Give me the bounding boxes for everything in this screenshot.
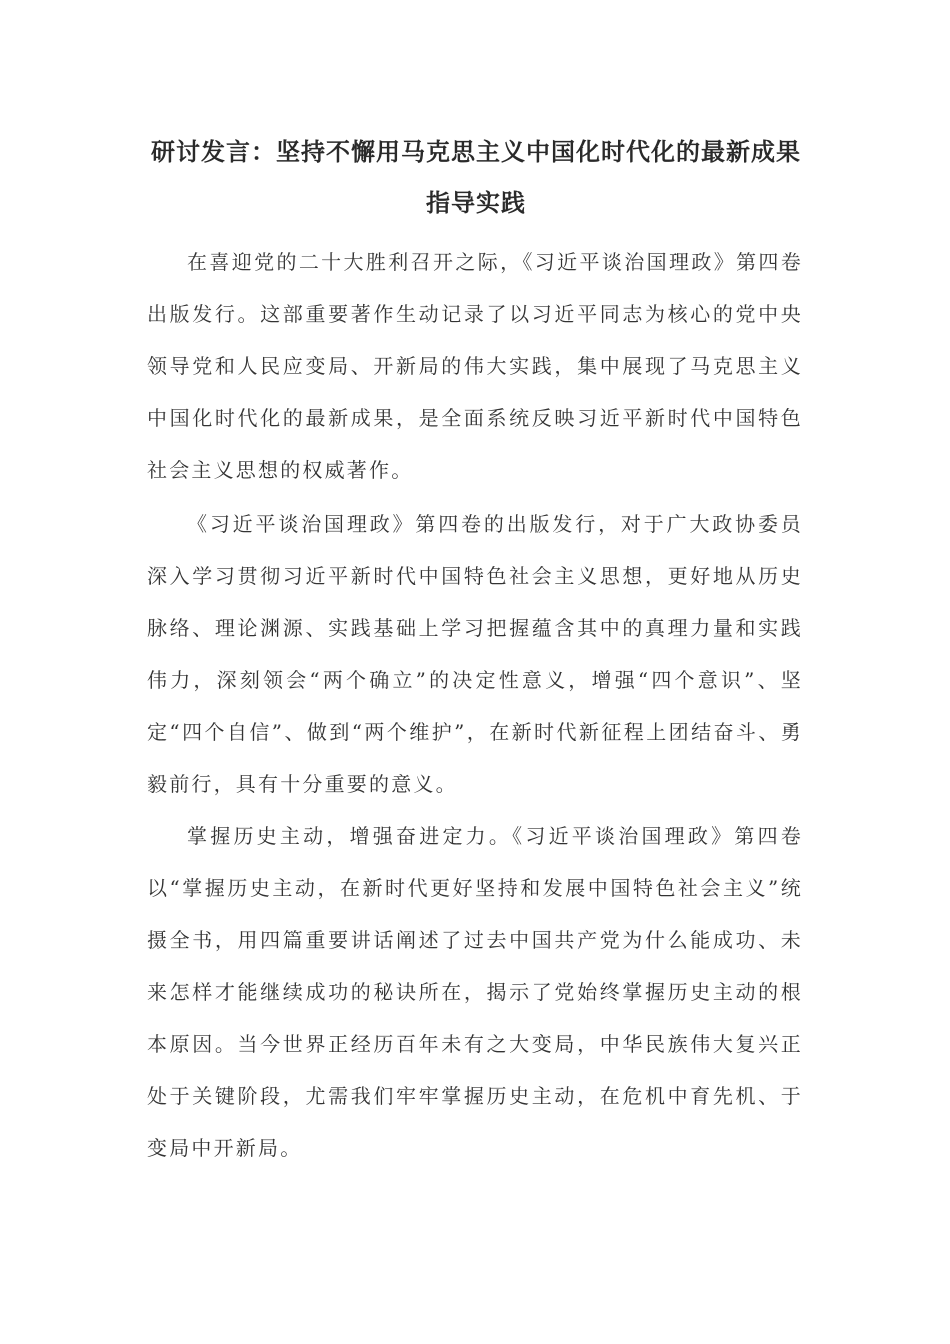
- document-title: 研讨发言：坚持不懈用马克思主义中国化时代化的最新成果指导实践: [151, 138, 801, 217]
- paragraph: 掌握历史主动，增强奋进定力。《习近平谈治国理政》第四卷以“掌握历史主动，在新时代更好坚持和发展中国特色社会主义”统摄全书，用四篇重要讲话阐述了过去中国共产党为什么能成功、未来怎样才能继续成功的秘诀所在，揭示了党始终掌握历史主动的根本原因。当今世界正经历百年未有之大变局，中华民族伟大复兴正处于关键阶段，尤需我们牢牢掌握历史主动，在危机中育先机、于变局中开新局。: [147, 824, 803, 1160]
- paragraph: 在喜迎党的二十大胜利召开之际，《习近平谈治国理政》第四卷出版发行。这部重要著作生动记录了以习近平同志为核心的党中央领导党和人民应变局、开新局的伟大实践，集中展现了马克思主义中国化时代化的最新成果，是全面系统反映习近平新时代中国特色社会主义思想的权威著作。: [147, 250, 803, 482]
- paragraph: 《习近平谈治国理政》第四卷的出版发行，对于广大政协委员深入学习贯彻习近平新时代中国特色社会主义思想，更好地从历史脉络、理论渊源、实践基础上学习把握蕴含其中的真理力量和实践伟力，深刻领会“两个确立”的决定性意义，增强“四个意识”、坚定“四个自信”、做到“两个维护”，在新时代新征程上团结奋斗、勇毅前行，具有十分重要的意义。: [147, 512, 803, 796]
